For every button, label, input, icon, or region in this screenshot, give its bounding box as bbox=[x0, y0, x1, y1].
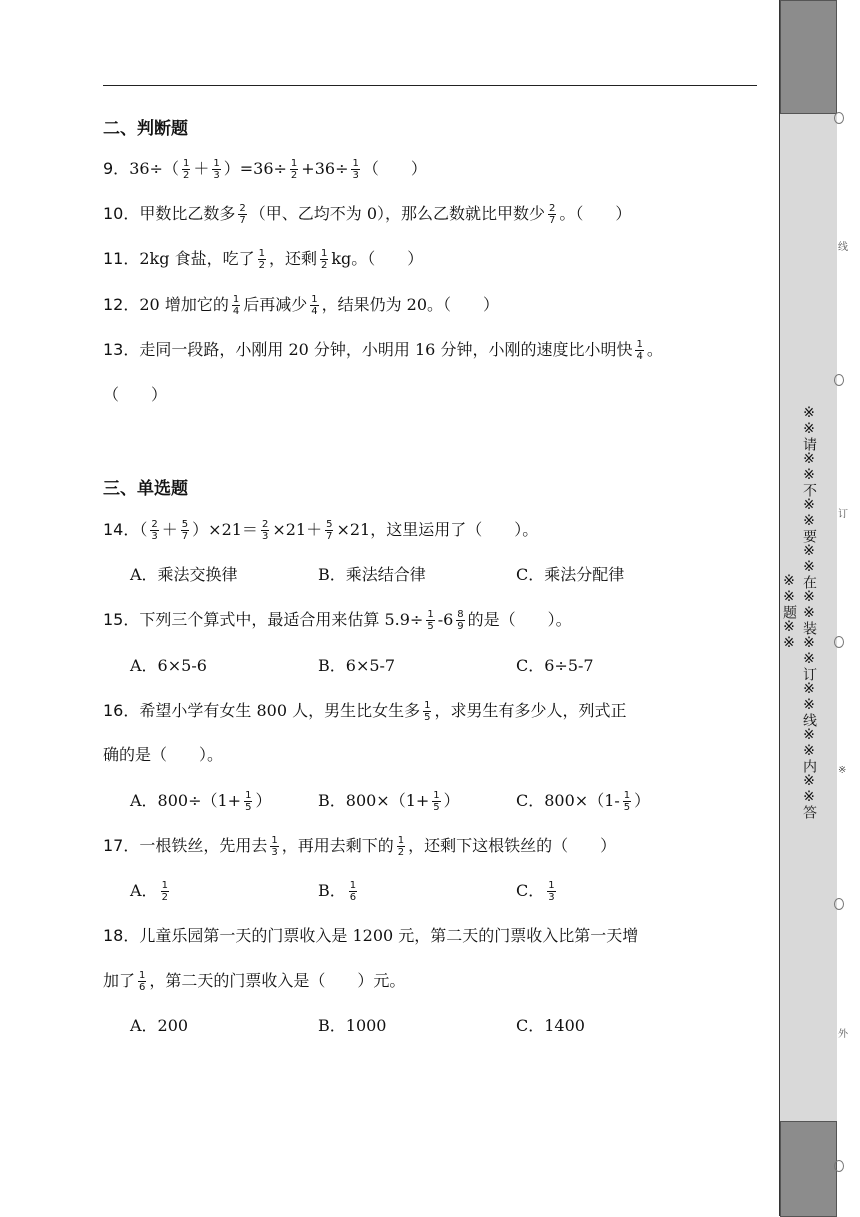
question-16-cont: 确的是（ ）。 bbox=[103, 745, 224, 764]
question-13: 13．走同一段路，小刚用 20 分钟，小明用 16 分钟，小刚的速度比小明快 $\frac{1}{4}$ 。 bbox=[103, 339, 663, 362]
edge-char: 线 bbox=[838, 242, 848, 253]
question-18: 18．儿童乐园第一天的门票收入是 1200 元，第二天的门票收入比第一天增 bbox=[103, 926, 639, 945]
fraction: $\frac{1}{2}$ bbox=[320, 248, 328, 271]
question-13-answer: （ ） bbox=[103, 385, 168, 404]
margin-block-top bbox=[780, 0, 837, 114]
q14-option-b[interactable]: B．乘法结合律 bbox=[318, 565, 426, 584]
question-15: 15．下列三个算式中，最适合用来估算 5.9÷ $\frac{1}{5}$ -6 $\frac{8}{9}$ 的是（ ）。 bbox=[103, 609, 572, 632]
q15-option-b[interactable]: B．6×5-7 bbox=[318, 656, 396, 675]
edge-char: ※ bbox=[838, 765, 847, 776]
fraction: $\frac{5}{7}$ bbox=[326, 519, 333, 542]
header-rule bbox=[103, 85, 757, 86]
edge-char: 外 bbox=[838, 1029, 848, 1040]
q14-option-c[interactable]: C．乘法分配律 bbox=[516, 565, 625, 584]
q16-option-b[interactable]: B．800×（1+ $\frac{1}{5}$ ） bbox=[318, 790, 460, 813]
question-16: 16．希望小学有女生 800 人，男生比女生多 $\frac{1}{5}$ ，求男生有多少人，列式正 bbox=[103, 700, 627, 723]
fraction: $\frac{1}{3}$ bbox=[548, 880, 555, 903]
q17-option-b[interactable]: B． $\frac{1}{6}$ bbox=[318, 880, 357, 903]
question-17: 17．一根铁丝，先用去 $\frac{1}{3}$ ，再用去剩下的 $\frac{1}{2}$ ，还剩下这根铁丝的（ ） bbox=[103, 835, 617, 858]
fraction: $\frac{2}{3}$ bbox=[261, 519, 269, 542]
q18-option-b[interactable]: B．1000 bbox=[318, 1016, 387, 1035]
fraction: $\frac{2}{3}$ bbox=[151, 519, 158, 542]
fraction: $\frac{1}{3}$ bbox=[352, 158, 359, 181]
margin-block-bottom bbox=[780, 1121, 837, 1217]
q18-option-a[interactable]: A．200 bbox=[130, 1016, 189, 1035]
fraction: $\frac{1}{3}$ bbox=[271, 835, 278, 858]
binding-hole-mark bbox=[834, 636, 844, 648]
q14-option-a[interactable]: A．乘法交换律 bbox=[130, 565, 238, 584]
section-2-title: 二、判断题 bbox=[103, 119, 188, 139]
q18-option-c[interactable]: C．1400 bbox=[516, 1016, 585, 1035]
fraction: $\frac{1}{5}$ bbox=[245, 790, 252, 813]
fraction: $\frac{1}{4}$ bbox=[311, 294, 318, 317]
binding-hole-mark bbox=[834, 1160, 844, 1172]
q16-option-a[interactable]: A．800÷（1+ $\frac{1}{5}$ ） bbox=[130, 790, 272, 813]
question-18-cont: 加了 $\frac{1}{6}$ ，第二天的门票收入是（ ）元。 bbox=[103, 970, 406, 993]
fraction: $\frac{1}{2}$ bbox=[182, 158, 190, 181]
fraction: $\frac{2}{7}$ bbox=[239, 203, 246, 226]
question-14: 14．（ $\frac{2}{3}$ ＋ $\frac{5}{7}$ ）×21＝ $\frac{2}{3}$ ×21＋ $\frac{5}{7}$ ×21，这里运用了（ ）。 bbox=[103, 519, 539, 542]
fraction: $\frac{1}{5}$ bbox=[623, 790, 631, 813]
fraction: $\frac{1}{2}$ bbox=[397, 835, 405, 858]
fraction: $\frac{1}{5}$ bbox=[427, 609, 434, 632]
fraction: $\frac{1}{5}$ bbox=[433, 790, 440, 813]
q16-option-c[interactable]: C．800×（1- $\frac{1}{5}$ ） bbox=[516, 790, 651, 813]
question-12: 12．20 增加它的 $\frac{1}{4}$ 后再减少 $\frac{1}{4}$ ，结果仍为 20。（ ） bbox=[103, 294, 500, 317]
fraction: $\frac{8}{9}$ bbox=[457, 609, 464, 632]
fraction: $\frac{1}{5}$ bbox=[424, 700, 431, 723]
q15-option-a[interactable]: A．6×5-6 bbox=[130, 656, 207, 675]
fraction: $\frac{2}{7}$ bbox=[549, 203, 556, 226]
fraction: $\frac{1}{2}$ bbox=[161, 880, 168, 903]
edge-char: 订 bbox=[838, 509, 848, 520]
fraction: $\frac{5}{7}$ bbox=[181, 519, 189, 542]
question-11: 11．2kg 食盐，吃了 $\frac{1}{2}$ ，还剩 $\frac{1}{2}$ kg。（ ） bbox=[103, 248, 424, 271]
q17-option-a[interactable]: A． $\frac{1}{2}$ bbox=[130, 880, 168, 903]
binding-hole-mark bbox=[834, 898, 844, 910]
section-3-title: 三、单选题 bbox=[103, 479, 188, 499]
binding-warning-text: ※※请※※不※※要※※在※※装※※订※※线※※内※※答※※题※※ bbox=[781, 405, 817, 819]
fraction: $\frac{1}{6}$ bbox=[349, 880, 357, 903]
question-10: 10．甲数比乙数多 $\frac{2}{7}$ （甲、乙均不为 0），那么乙数就比甲数少 $\frac{2}{7}$ 。（ ） bbox=[103, 203, 632, 226]
binding-hole-mark bbox=[834, 112, 844, 124]
fraction: $\frac{1}{3}$ bbox=[213, 158, 220, 181]
fraction: $\frac{1}{4}$ bbox=[636, 339, 643, 362]
q15-option-c[interactable]: C．6÷5-7 bbox=[516, 656, 594, 675]
q17-option-c[interactable]: C． $\frac{1}{3}$ bbox=[516, 880, 555, 903]
fraction: $\frac{1}{2}$ bbox=[290, 158, 298, 181]
question-9: 9．36÷（ $\frac{1}{2}$ ＋ $\frac{1}{3}$ ）=36÷ $\frac{1}{2}$ +36÷ $\frac{1}{3}$ （ ） bbox=[103, 158, 427, 181]
fraction: $\frac{1}{2}$ bbox=[258, 248, 265, 271]
fraction: $\frac{1}{6}$ bbox=[139, 970, 146, 993]
fraction: $\frac{1}{4}$ bbox=[232, 294, 240, 317]
binding-hole-mark bbox=[834, 374, 844, 386]
